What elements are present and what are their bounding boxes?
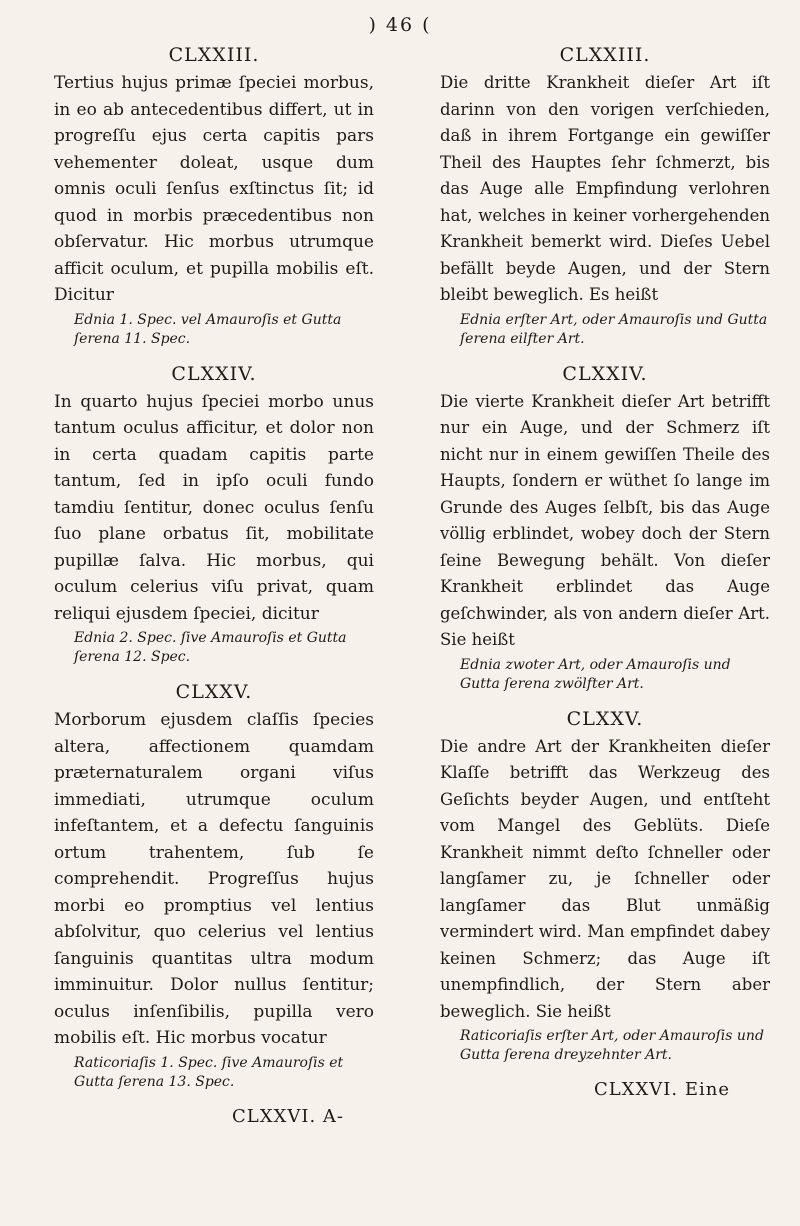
- disease-name: Raticoriaſis 1. Spec. ſive Amauroſis et Gutta ſerena 13. Spec.: [74, 1054, 344, 1090]
- catchword: CLXXVI. A-: [232, 1105, 344, 1127]
- page-number: ) 46 (: [368, 14, 432, 36]
- section-heading: CLXXIV.: [171, 362, 257, 385]
- section-heading: CLXXIII.: [559, 44, 651, 66]
- section-text: In quarto hujus ſpeciei morbo unus tantum oculus afficitur, et dolor non in certa quadam capitis parte tantum, ſed in ipſo oculi fundo tamdiu ſentitur, donec oculus ſenſu ſuo plane orbatus ſit, mobilitate pupillæ ſalva. Hic morbus, qui oculum celerius viſu privat, quam reliqui ejusdem ſpeciei, dicitur: [54, 391, 374, 624]
- section-text: Die dritte Krankheit dieſer Art iſt darinn von den vorigen verſchieden, daß in ihrem Fortgange ein gewiſſer Theil des Hauptes ſehr ſchmerzt, bis das Auge alle Empfindung verlohren hat, welches in keiner vorhergehenden Krankheit bemerkt wird. Dieſes Uebel befällt beyde Augen, und der Stern bleibt beweglich. Es heißt: [440, 73, 770, 304]
- disease-name: Ednia zwoter Art, oder Amauroſis und Gutta ſerena zwölfter Art.: [460, 656, 731, 692]
- disease-name: Raticoriaſis erſter Art, oder Amauroſis und Gutta ſerena dreyzehnter Art.: [460, 1028, 764, 1063]
- section-text: Morborum ejusdem claſſis ſpecies altera, affectionem quamdam præternaturalem organi viſus immediati, utrumque oculum infeſtantem, et a defectu ſanguinis ortum trahentem, ſub ſe comprehendit. Progreſſus hujus morbi eo promptius vel lentius abſolvitur, quo celerius vel lentius ſanguinis quantitas ultra modum imminuitur. Dolor nullus ſentitur; oculus inſenſibilis, pupilla vero mobilis eſt. Hic morbus vocatur: [54, 710, 374, 1048]
- section-clxxiii-german: [440, 44, 770, 349]
- section-heading: CLXXIII.: [168, 44, 260, 66]
- section-clxxiv-latin: [54, 363, 374, 668]
- section-heading: CLXXIV.: [562, 362, 648, 385]
- section-heading: CLXXV.: [175, 681, 253, 703]
- section-text: Die andre Art der Krankheiten dieſer Klaſſe betrifft das Werkzeug des Geſichts beyder Augen, und entſteht vom Mangel des Geblüts. Dieſe Krankheit nimmt deſto ſchneller oder langſamer zu, je ſchneller oder langſamer das Blut unmäßig vermindert wird. Man empfindet dabey keinen Schmerz; das Auge iſt unempfindlich, der Stern aber beweglich. Sie heißt: [440, 736, 770, 1021]
- section-clxxv-latin: [54, 681, 374, 1092]
- latin-column: [54, 44, 374, 1127]
- section-clxxv-german: [440, 708, 770, 1066]
- disease-name: Ednia 1. Spec. vel Amauroſis et Gutta ſerena 11. Spec.: [74, 311, 342, 347]
- disease-name: Ednia 2. Spec. ſive Amauroſis et Gutta ſerena 12. Spec.: [74, 630, 347, 665]
- section-text: Tertius hujus primæ ſpeciei morbus, in eo ab antecedentibus differt, ut in progreſſu ejus certa capitis pars vehementer doleat, usque dum omnis oculi ſenſus exſtinctus ſit; id quod in morbis præcedentibus non obſervatur. Hic morbus utrumque afficit oculum, et pupilla mobilis eſt. Dicitur: [54, 73, 374, 305]
- section-clxxiii-latin: [54, 44, 374, 349]
- section-heading: CLXXV.: [566, 707, 644, 730]
- section-clxxiv-german: [440, 363, 770, 694]
- section-text: Die vierte Krankheit dieſer Art betrifft nur ein Auge, und der Schmerz iſt nicht nur in einem gewiſſen Theile des Haupts, ſondern er wüthet ſo lange im Grunde des Auges ſelbſt, bis das Auge völlig erblindet, wobey doch der Stern ſeine Bewegung behält. Von dieſer Krankheit erblindet das Auge geſchwinder, als von andern dieſer Art. Sie heißt: [440, 391, 770, 649]
- catchword: CLXXVI. Eine: [593, 1079, 730, 1100]
- german-column: [440, 44, 770, 1100]
- disease-name: Ednia erſter Art, oder Amauroſis und Gutta ſerena eilfter Art.: [460, 311, 768, 347]
